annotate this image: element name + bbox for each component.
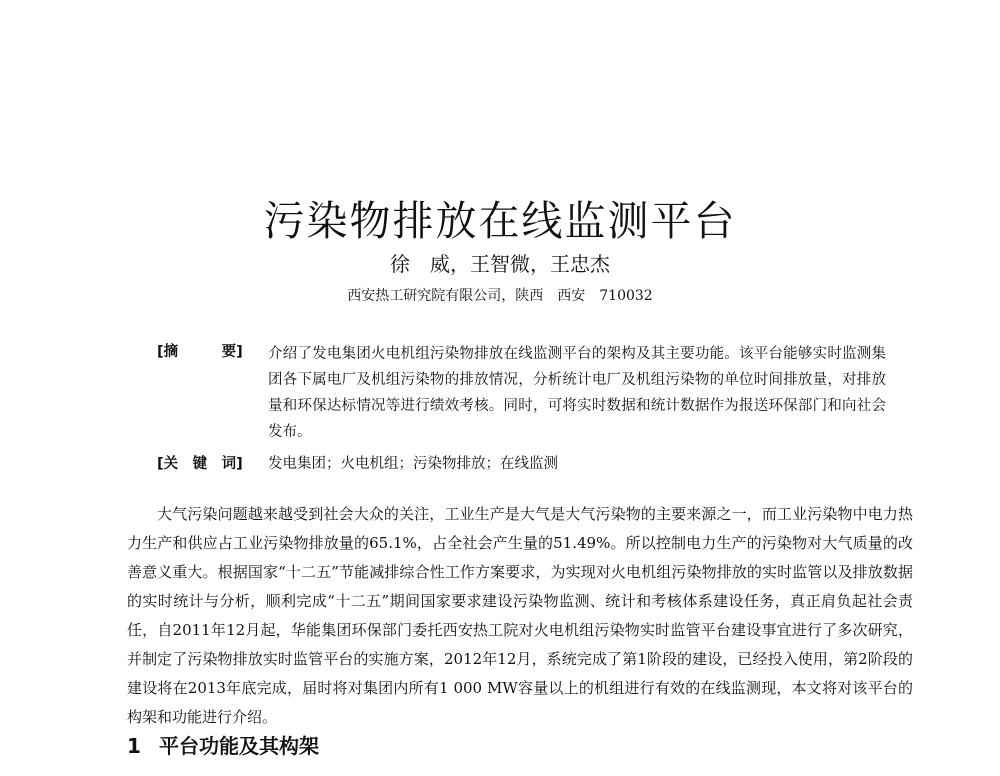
section-title: 平台功能及其构架 — [159, 734, 319, 758]
author-list: 徐 威，王智微，王忠杰 — [390, 252, 610, 276]
keywords-text: 发电集团；火电机组；污染物排放；在线监测 — [268, 456, 558, 472]
affiliation: 西安热工研究院有限公司，陕西 西安 710032 — [347, 288, 653, 304]
paper-title: 污染物排放在线监测平台 — [263, 197, 737, 246]
section-number: 1 — [127, 734, 141, 758]
abstract-text: 介绍了发电集团火电机组污染物排放在线监测平台的架构及其主要功能。该平台能够实时监测集团各下属电厂及机组污染物的排放情况，分析统计电厂及机组污染物的单位时间排放量，对排放量和环保达标情况等进行绩效考核。同时，可将实时数据和统计数据作为报送环保部门和向社会发布。 — [268, 346, 886, 440]
abstract-label: [摘 要] — [157, 344, 243, 360]
section-heading — [127, 731, 319, 761]
body-paragraph: 大气污染问题越来越受到社会大众的关注，工业生产是大气是大气污染物的主要来源之一，而工业污染物中电力热力生产和供应占工业污染物排放量的65.1%，占全社会产生量的51.49%。所以控制电力生产的污染物对大气质量的改善意义重大。根据国家“十二五”节能减排综合性工作方案要求，为实现对火电机组污染物排放的实时监管以及排放数据的实时统计与分析，顺利完成“十二五”期间国家要求建设污染物监测、统计和考核体系建设任务，真正肩负起社会责任，自2011年12月起，华能集团环保部门委托西安热工院对火电机组污染物实时监管平台建设事宜进行了多次研究，并制定了污染物排放实时监管平台的实施方案，2012年12月，系统完成了第1阶段的建设，已经投入使用，第2阶段的建设将在2013年底完成，届时将对集团内所有1 000 MW容量以上的机组进行有效的在线监测现，本文将对该平台的构架和功能进行介绍。 — [127, 505, 913, 726]
keywords-label: [关 键 词] — [157, 456, 243, 472]
